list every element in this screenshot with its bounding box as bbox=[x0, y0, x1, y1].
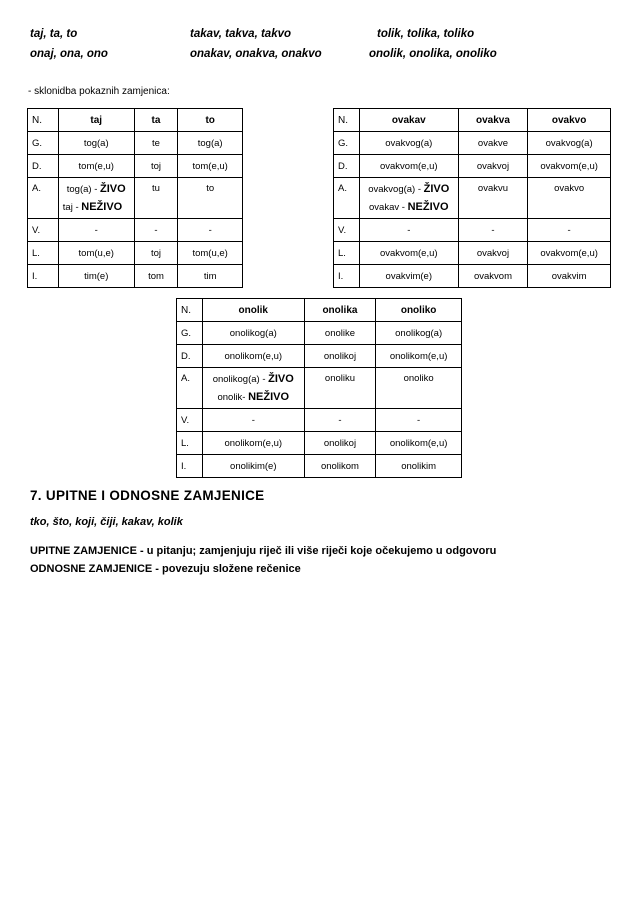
form-text: onolikog(a) - bbox=[212, 374, 269, 385]
table-cell: onolike bbox=[304, 322, 376, 345]
table-cell: ovakvim(e) bbox=[359, 265, 458, 288]
table-cell: onolikoj bbox=[304, 345, 376, 368]
header-word-3: tolik, tolika, toliko bbox=[377, 28, 475, 40]
case-label: D. bbox=[177, 345, 203, 368]
case-label: V. bbox=[334, 219, 360, 242]
column-header: to bbox=[178, 109, 243, 132]
table-row-accusative bbox=[28, 178, 243, 219]
table-cell: ovakvoj bbox=[458, 242, 528, 265]
case-label: G. bbox=[177, 322, 203, 345]
table-row bbox=[334, 242, 611, 265]
header-word-1: taj, ta, to bbox=[30, 28, 78, 40]
table-cell: - bbox=[202, 409, 304, 432]
table-cell: - bbox=[304, 409, 376, 432]
table-cell: onolikom(e,u) bbox=[202, 345, 304, 368]
table-row-accusative bbox=[334, 178, 611, 219]
table-row bbox=[177, 322, 462, 345]
definition-upitne: UPITNE ZAMJENICE - u pitanju; zamjenjuju riječ ili više riječi koje očekujemo u odgovoru bbox=[30, 545, 497, 557]
case-label: I. bbox=[177, 455, 203, 478]
table-cell: onolikim bbox=[376, 455, 462, 478]
table-cell: tim(e) bbox=[58, 265, 134, 288]
declension-table-ovakav bbox=[333, 108, 611, 288]
case-label: V. bbox=[28, 219, 59, 242]
case-label: L. bbox=[28, 242, 59, 265]
declension-table-taj bbox=[27, 108, 243, 288]
case-label: N. bbox=[28, 109, 59, 132]
form-text: ovakav - bbox=[369, 202, 408, 213]
column-header: onolika bbox=[304, 299, 376, 322]
table-cell: te bbox=[134, 132, 178, 155]
animate-label: ŽIVO bbox=[268, 373, 294, 385]
table-cell: onolikom bbox=[304, 455, 376, 478]
table-row bbox=[177, 345, 462, 368]
table-cell: onolikim(e) bbox=[202, 455, 304, 478]
column-header: ta bbox=[134, 109, 178, 132]
inanimate-label: NEŽIVO bbox=[248, 391, 290, 403]
animate-label: ŽIVO bbox=[100, 183, 126, 195]
table-cell: onolikom(e,u) bbox=[202, 432, 304, 455]
column-header: onoliko bbox=[376, 299, 462, 322]
table-cell: ovakvom bbox=[458, 265, 528, 288]
case-label: D. bbox=[334, 155, 360, 178]
table-header-row bbox=[334, 109, 611, 132]
form-text: tog(a) - bbox=[66, 184, 101, 195]
table-cell: to bbox=[178, 178, 243, 219]
table-cell: onolikom(e,u) bbox=[376, 432, 462, 455]
table-cell: tim bbox=[178, 265, 243, 288]
declension-table-onolik bbox=[176, 298, 462, 478]
table-cell: - bbox=[134, 219, 178, 242]
table-cell: - bbox=[376, 409, 462, 432]
table-cell: tom(e,u) bbox=[178, 155, 243, 178]
table-cell: onolikog(a) bbox=[202, 322, 304, 345]
header-word-6: onolik, onolika, onoliko bbox=[369, 48, 497, 60]
pronoun-list: tko, što, koji, čiji, kakav, kolik bbox=[30, 516, 183, 528]
table-cell: toj bbox=[134, 155, 178, 178]
table-row bbox=[334, 219, 611, 242]
table-cell: toj bbox=[134, 242, 178, 265]
table-row bbox=[28, 242, 243, 265]
case-label: A. bbox=[28, 178, 59, 219]
case-label: D. bbox=[28, 155, 59, 178]
section-heading: 7. UPITNE I ODNOSNE ZAMJENICE bbox=[30, 488, 265, 503]
column-header: ovakva bbox=[458, 109, 528, 132]
case-label: L. bbox=[177, 432, 203, 455]
table-header-row bbox=[177, 299, 462, 322]
table-cell: ovakvu bbox=[458, 178, 528, 219]
table-row bbox=[28, 265, 243, 288]
case-label: G. bbox=[28, 132, 59, 155]
header-word-2: takav, takva, takvo bbox=[190, 28, 292, 40]
header-word-5: onakav, onakva, onakvo bbox=[190, 48, 322, 60]
column-header: ovakav bbox=[359, 109, 458, 132]
animate-label: ŽIVO bbox=[423, 183, 450, 195]
table-cell bbox=[359, 178, 458, 219]
inanimate-label: NEŽIVO bbox=[81, 201, 123, 213]
column-header: ovakvo bbox=[528, 109, 611, 132]
form-text: onolik- bbox=[217, 392, 249, 403]
table-cell: - bbox=[458, 219, 528, 242]
table-cell: tog(a) bbox=[178, 132, 243, 155]
case-label: G. bbox=[334, 132, 360, 155]
table-row bbox=[177, 409, 462, 432]
table-cell bbox=[202, 368, 304, 409]
table-cell: tog(a) bbox=[58, 132, 134, 155]
case-label: I. bbox=[28, 265, 59, 288]
table-cell: - bbox=[528, 219, 611, 242]
table-row bbox=[334, 265, 611, 288]
inanimate-label: NEŽIVO bbox=[407, 201, 449, 213]
definition-odnosne: ODNOSNE ZAMJENICE - povezuju složene rečenice bbox=[30, 563, 301, 575]
case-label: A. bbox=[177, 368, 203, 409]
table-cell: - bbox=[359, 219, 458, 242]
table-cell: onoliko bbox=[376, 368, 462, 409]
table-cell: onoliku bbox=[304, 368, 376, 409]
table-cell: onolikom(e,u) bbox=[376, 345, 462, 368]
table-row bbox=[334, 132, 611, 155]
case-label: N. bbox=[334, 109, 360, 132]
table-cell: ovakvom(e,u) bbox=[528, 242, 611, 265]
form-text: taj - bbox=[62, 202, 82, 213]
table-cell: ovakvom(e,u) bbox=[528, 155, 611, 178]
table-cell: tom(u,e) bbox=[178, 242, 243, 265]
table-cell bbox=[58, 178, 134, 219]
case-label: V. bbox=[177, 409, 203, 432]
table-cell: - bbox=[178, 219, 243, 242]
case-label: A. bbox=[334, 178, 360, 219]
case-label: L. bbox=[334, 242, 360, 265]
table-row bbox=[28, 132, 243, 155]
table-cell: ovakvo bbox=[528, 178, 611, 219]
table-cell: tom(e,u) bbox=[58, 155, 134, 178]
table-cell: onolikog(a) bbox=[376, 322, 462, 345]
column-header: onolik bbox=[202, 299, 304, 322]
form-text: ovakvog(a) - bbox=[368, 184, 424, 195]
table-cell: ovakvom(e,u) bbox=[359, 242, 458, 265]
table-cell: ovakvom(e,u) bbox=[359, 155, 458, 178]
table-row-accusative bbox=[177, 368, 462, 409]
table-row bbox=[177, 455, 462, 478]
table-cell: tom(u,e) bbox=[58, 242, 134, 265]
table-cell: onolikoj bbox=[304, 432, 376, 455]
table-cell: ovakvoj bbox=[458, 155, 528, 178]
table-cell: ovakve bbox=[458, 132, 528, 155]
table-cell: ovakvim bbox=[528, 265, 611, 288]
table-cell: tu bbox=[134, 178, 178, 219]
intro-text: - sklonidba pokaznih zamjenica: bbox=[28, 86, 170, 97]
column-header: taj bbox=[58, 109, 134, 132]
table-row bbox=[28, 219, 243, 242]
table-header-row bbox=[28, 109, 243, 132]
table-cell: ovakvog(a) bbox=[528, 132, 611, 155]
table-row bbox=[177, 432, 462, 455]
table-cell: - bbox=[58, 219, 134, 242]
table-row bbox=[334, 155, 611, 178]
table-cell: tom bbox=[134, 265, 178, 288]
header-word-4: onaj, ona, ono bbox=[30, 48, 108, 60]
table-row bbox=[28, 155, 243, 178]
case-label: N. bbox=[177, 299, 203, 322]
case-label: I. bbox=[334, 265, 360, 288]
table-cell: ovakvog(a) bbox=[359, 132, 458, 155]
